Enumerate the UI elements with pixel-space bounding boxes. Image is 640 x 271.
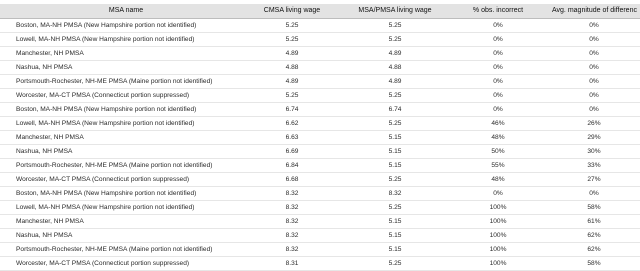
cell-pmsa-living-wage: 4.89	[342, 74, 448, 88]
cell-cmsa-living-wage: 8.32	[242, 186, 342, 200]
cell-pmsa-living-wage: 8.32	[342, 186, 448, 200]
cell-msa-name: Lowell, MA-NH PMSA (New Hampshire portion not identified)	[10, 200, 242, 214]
cell-cmsa-living-wage: 6.74	[242, 102, 342, 116]
header-pmsa-living-wage: MSA/PMSA living wage	[342, 4, 448, 18]
cell-avg-magnitude: 30%	[548, 144, 640, 158]
cell-pmsa-living-wage: 5.25	[342, 18, 448, 32]
cell-pct-incorrect: 0%	[448, 46, 548, 60]
table-row	[0, 74, 640, 88]
cell-pmsa-living-wage: 5.15	[342, 144, 448, 158]
cell-msa-name: Worcester, MA-CT PMSA (Connecticut portion suppressed)	[10, 88, 242, 102]
table-row	[0, 102, 640, 116]
cell-pmsa-living-wage: 5.15	[342, 214, 448, 228]
cell-msa-name: Lowell, MA-NH PMSA (New Hampshire portion not identified)	[10, 32, 242, 46]
cell-msa-name: Nashua, NH PMSA	[10, 144, 242, 158]
cell-pct-incorrect: 50%	[448, 144, 548, 158]
table-row	[0, 116, 640, 130]
cell-year	[0, 242, 10, 256]
cell-pmsa-living-wage: 5.15	[342, 228, 448, 242]
cell-year	[0, 256, 10, 270]
cell-avg-magnitude: 0%	[548, 74, 640, 88]
cell-pct-incorrect: 0%	[448, 32, 548, 46]
living-wage-table	[0, 4, 640, 271]
cell-cmsa-living-wage: 8.32	[242, 242, 342, 256]
cell-pmsa-living-wage: 5.25	[342, 200, 448, 214]
cell-pmsa-living-wage: 4.88	[342, 60, 448, 74]
table-row	[0, 200, 640, 214]
cell-pct-incorrect: 100%	[448, 256, 548, 270]
cell-cmsa-living-wage: 5.25	[242, 32, 342, 46]
cell-year	[0, 46, 10, 60]
cell-year	[0, 18, 10, 32]
cell-avg-magnitude: 58%	[548, 200, 640, 214]
cell-msa-name: Nashua, NH PMSA	[10, 228, 242, 242]
cell-cmsa-living-wage: 8.32	[242, 228, 342, 242]
cell-msa-name: Worcester, MA-CT PMSA (Connecticut portion suppressed)	[10, 256, 242, 270]
cell-year	[0, 228, 10, 242]
cell-pmsa-living-wage: 5.25	[342, 172, 448, 186]
cell-year	[0, 144, 10, 158]
cell-year	[0, 186, 10, 200]
cell-pmsa-living-wage: 5.15	[342, 158, 448, 172]
cell-cmsa-living-wage: 6.62	[242, 116, 342, 130]
cell-year	[0, 116, 10, 130]
cell-year	[0, 130, 10, 144]
table-body	[0, 18, 640, 270]
cell-year	[0, 74, 10, 88]
cell-year	[0, 32, 10, 46]
cell-msa-name: Boston, MA-NH PMSA (New Hampshire portion not identified)	[10, 102, 242, 116]
cell-pct-incorrect: 100%	[448, 200, 548, 214]
cell-avg-magnitude: 0%	[548, 186, 640, 200]
cell-pct-incorrect: 0%	[448, 60, 548, 74]
cell-cmsa-living-wage: 6.69	[242, 144, 342, 158]
cell-cmsa-living-wage: 5.25	[242, 18, 342, 32]
table-row	[0, 130, 640, 144]
header-year	[0, 4, 10, 18]
table-row	[0, 144, 640, 158]
cell-pct-incorrect: 100%	[448, 228, 548, 242]
table-row	[0, 242, 640, 256]
table-row	[0, 186, 640, 200]
cell-avg-magnitude: 61%	[548, 214, 640, 228]
cell-avg-magnitude: 27%	[548, 172, 640, 186]
cell-cmsa-living-wage: 4.89	[242, 74, 342, 88]
cell-pmsa-living-wage: 5.25	[342, 32, 448, 46]
cell-year	[0, 200, 10, 214]
cell-msa-name: Portsmouth-Rochester, NH-ME PMSA (Maine portion not identified)	[10, 74, 242, 88]
cell-pct-incorrect: 100%	[448, 242, 548, 256]
cell-avg-magnitude: 58%	[548, 256, 640, 270]
cell-avg-magnitude: 0%	[548, 46, 640, 60]
cell-msa-name: Boston, MA-NH PMSA (New Hampshire portion not identified)	[10, 186, 242, 200]
cell-msa-name: Boston, MA-NH PMSA (New Hampshire portion not identified)	[10, 18, 242, 32]
table-row	[0, 32, 640, 46]
cell-cmsa-living-wage: 8.32	[242, 200, 342, 214]
table-row	[0, 46, 640, 60]
cell-year	[0, 102, 10, 116]
cell-pmsa-living-wage: 5.25	[342, 88, 448, 102]
cell-pct-incorrect: 55%	[448, 158, 548, 172]
cell-msa-name: Manchester, NH PMSA	[10, 130, 242, 144]
cell-avg-magnitude: 0%	[548, 32, 640, 46]
header-msa-name: MSA name	[10, 4, 242, 18]
cell-cmsa-living-wage: 6.63	[242, 130, 342, 144]
cell-year	[0, 172, 10, 186]
cell-cmsa-living-wage: 4.88	[242, 60, 342, 74]
cell-avg-magnitude: 26%	[548, 116, 640, 130]
header-avg-magnitude: Avg. magnitude of differenc	[548, 4, 640, 18]
table-row	[0, 88, 640, 102]
cell-msa-name: Portsmouth-Rochester, NH-ME PMSA (Maine portion not identified)	[10, 242, 242, 256]
cell-year	[0, 158, 10, 172]
cell-pmsa-living-wage: 5.15	[342, 130, 448, 144]
cell-avg-magnitude: 29%	[548, 130, 640, 144]
cell-msa-name: Nashua, NH PMSA	[10, 60, 242, 74]
cell-pmsa-living-wage: 4.89	[342, 46, 448, 60]
table-row	[0, 256, 640, 270]
cell-pmsa-living-wage: 5.15	[342, 242, 448, 256]
cell-cmsa-living-wage: 5.25	[242, 88, 342, 102]
table-row	[0, 18, 640, 32]
cell-cmsa-living-wage: 6.68	[242, 172, 342, 186]
cell-cmsa-living-wage: 8.32	[242, 214, 342, 228]
cell-msa-name: Lowell, MA-NH PMSA (New Hampshire portion not identified)	[10, 116, 242, 130]
cell-year	[0, 88, 10, 102]
cell-pct-incorrect: 48%	[448, 130, 548, 144]
cell-pmsa-living-wage: 6.74	[342, 102, 448, 116]
cell-pct-incorrect: 48%	[448, 172, 548, 186]
table-row	[0, 60, 640, 74]
table-row	[0, 172, 640, 186]
cell-cmsa-living-wage: 4.89	[242, 46, 342, 60]
cell-cmsa-living-wage: 6.84	[242, 158, 342, 172]
table-header-row	[0, 4, 640, 18]
table-row	[0, 228, 640, 242]
table-row	[0, 158, 640, 172]
cell-pct-incorrect: 46%	[448, 116, 548, 130]
cell-avg-magnitude: 0%	[548, 88, 640, 102]
header-pct-incorrect: % obs. incorrect	[448, 4, 548, 18]
cell-msa-name: Manchester, NH PMSA	[10, 214, 242, 228]
cell-avg-magnitude: 62%	[548, 228, 640, 242]
cell-year	[0, 214, 10, 228]
cell-pct-incorrect: 0%	[448, 186, 548, 200]
cell-pct-incorrect: 0%	[448, 18, 548, 32]
header-cmsa-living-wage: CMSA living wage	[242, 4, 342, 18]
cell-avg-magnitude: 62%	[548, 242, 640, 256]
cell-year	[0, 60, 10, 74]
cell-msa-name: Portsmouth-Rochester, NH-ME PMSA (Maine portion not identified)	[10, 158, 242, 172]
cell-cmsa-living-wage: 8.31	[242, 256, 342, 270]
table-row	[0, 214, 640, 228]
cell-msa-name: Worcester, MA-CT PMSA (Connecticut portion suppressed)	[10, 172, 242, 186]
cell-avg-magnitude: 33%	[548, 158, 640, 172]
cell-msa-name: Manchester, NH PMSA	[10, 46, 242, 60]
cell-avg-magnitude: 0%	[548, 102, 640, 116]
cell-avg-magnitude: 0%	[548, 60, 640, 74]
cell-pct-incorrect: 100%	[448, 214, 548, 228]
cell-pct-incorrect: 0%	[448, 74, 548, 88]
cell-pmsa-living-wage: 5.25	[342, 116, 448, 130]
cell-pct-incorrect: 0%	[448, 88, 548, 102]
cell-pmsa-living-wage: 5.25	[342, 256, 448, 270]
cell-avg-magnitude: 0%	[548, 18, 640, 32]
cell-pct-incorrect: 0%	[448, 102, 548, 116]
